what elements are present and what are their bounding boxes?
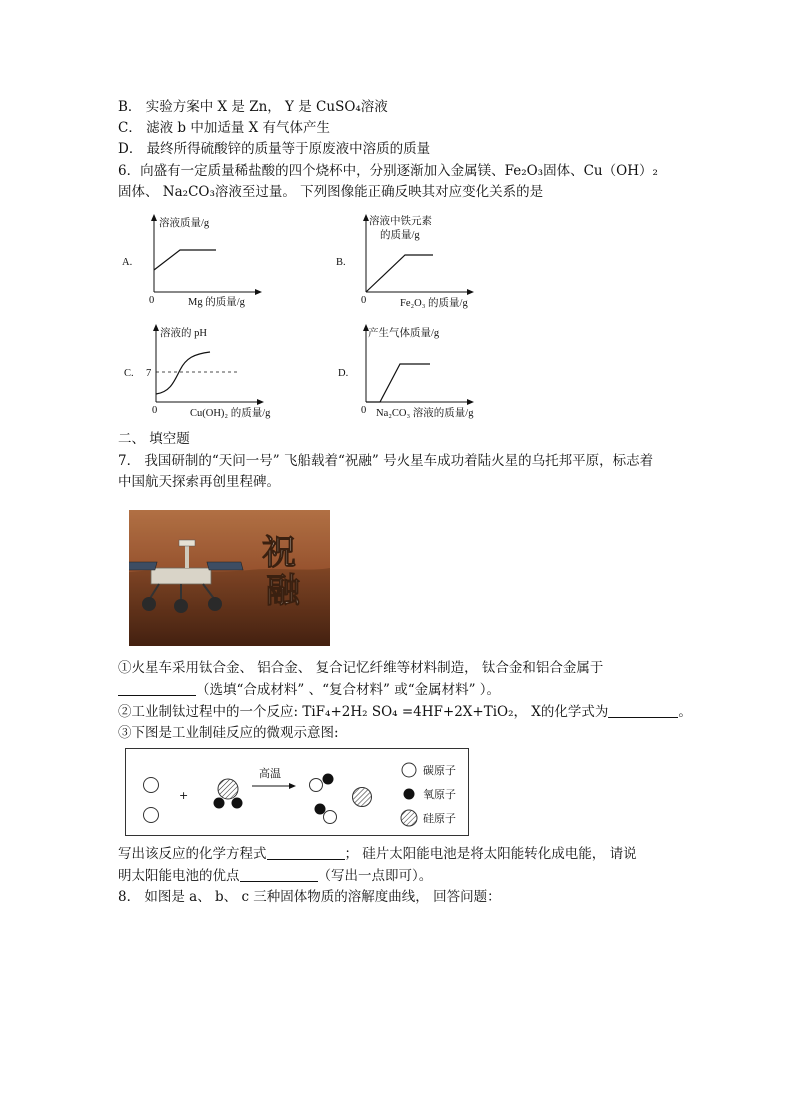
legend-oxygen-icon <box>404 789 415 800</box>
chart-c-x-arrow <box>257 399 264 405</box>
chart-c-tick-7: 7 <box>146 368 152 379</box>
question-7-line1: 7． 我国研制的“天问一号” 飞船载着“祝融” 号火星车成功着陆火星的乌托邦平原，标志着 <box>118 453 654 469</box>
product-silicon-atom <box>353 788 372 807</box>
chart-d-ylabel: 产生气体质量/g <box>368 328 440 339</box>
product-oxygen-atom <box>315 804 326 815</box>
chart-d-xlabel: Na₂CO₃ 溶液的质量/g <box>376 408 474 419</box>
chart-b-svg <box>330 212 480 310</box>
chart-c-y-arrow <box>153 324 159 331</box>
answer-blank-3[interactable] <box>267 847 345 860</box>
after-line2-text-a: 明太阳能电池的优点 <box>118 868 240 884</box>
chart-b-line <box>366 255 433 292</box>
after-diagram-line1 <box>118 845 637 863</box>
sio2-oxygen-atom <box>214 798 225 809</box>
chart-a-line <box>154 250 216 270</box>
photo-text-zhu: 祝 <box>262 533 296 573</box>
mars-rover-photo <box>129 510 330 646</box>
chart-c-ylabel: 溶液的 pH <box>160 328 207 339</box>
chart-a-svg <box>118 212 268 308</box>
item-2 <box>118 703 692 721</box>
answer-blank-2[interactable] <box>608 705 678 718</box>
chart-b-ylabel-1: 溶液中铁元素 <box>369 216 432 227</box>
question-7-line2: 中国航天探索再创里程碑。 <box>118 474 280 490</box>
reactant-carbon-atom <box>144 778 159 793</box>
product-carbon-atom <box>324 811 337 824</box>
chart-b-option-label: B. <box>336 257 346 268</box>
legend-carbon-label: 碳原子 <box>423 764 456 777</box>
answer-blank-4[interactable] <box>240 869 318 882</box>
chart-b-xlabel: Fe₂O₃ 的质量/g <box>400 298 468 309</box>
legend-silicon-icon <box>401 810 417 826</box>
legend-carbon-icon <box>402 763 416 777</box>
chart-d-origin: 0 <box>361 405 367 416</box>
after-line1-text-a: 写出该反应的化学方程式 <box>118 846 267 862</box>
chart-a <box>118 212 268 308</box>
after-line2-text-b: （写出一点即可）。 <box>317 868 433 884</box>
chart-b-origin: 0 <box>361 295 367 306</box>
chart-d-line <box>366 364 430 402</box>
chart-b-x-arrow <box>467 289 474 295</box>
chart-a-origin: 0 <box>149 295 155 306</box>
item-3: ③下图是工业制硅反应的微观示意图: <box>118 725 339 741</box>
chart-c <box>118 322 278 420</box>
after-line1-text-b: ； 硅片太阳能电池是将太阳能转化成电能， 请说 <box>344 846 637 862</box>
legend-oxygen-label: 氧原子 <box>423 788 456 801</box>
section-2-heading: 二、 填空题 <box>118 431 190 447</box>
chart-c-xlabel: Cu(OH)₂ 的质量/g <box>190 408 271 419</box>
chart-a-xlabel: Mg 的质量/g <box>188 297 245 308</box>
reactant-carbon-atom <box>144 808 159 823</box>
option-b: B． 实验方案中 X 是 Zn， Y 是 CuSO₄溶液 <box>118 99 388 115</box>
chart-d-option-label: D. <box>338 368 349 379</box>
sio2-oxygen-atom <box>232 798 243 809</box>
question-8: 8． 如图是 a、 b、 c 三种固体物质的溶解度曲线， 回答问题： <box>118 889 501 905</box>
silicon-reaction-diagram <box>125 748 469 836</box>
reaction-condition: 高温 <box>259 767 281 780</box>
reaction-diagram-svg <box>126 749 470 837</box>
item-1-line1: ①火星车采用钛合金、 铝合金、 复合记忆纤维等材料制造， 钛合金和铝合金属于 <box>118 660 604 676</box>
chart-b-ylabel-2: 的质量/g <box>380 230 420 241</box>
photo-text-rong: 融 <box>266 571 300 611</box>
chart-a-option-label: A. <box>122 257 133 268</box>
question-6-line2: 固体、 Na₂CO₃溶液至过量。 下列图像能正确反映其对应变化关系的是 <box>118 184 544 200</box>
item-1-line2 <box>118 681 500 699</box>
item-2-end: 。 <box>678 704 692 720</box>
chart-b <box>330 212 480 310</box>
chart-c-curve <box>156 352 210 394</box>
chart-c-origin: 0 <box>152 405 158 416</box>
sio2-silicon-atom <box>218 779 238 799</box>
option-c: C． 滤液 b 中加适量 X 有气体产生 <box>118 120 331 136</box>
chart-c-svg <box>118 322 278 420</box>
question-6-line1: 6．向盛有一定质量稀盐酸的四个烧杯中，分别逐渐加入金属镁、Fe₂O₃固体、Cu（OH）₂ <box>118 163 658 179</box>
item-2-text: ②工业制钛过程中的一个反应: TiF₄+2H₂ SO₄ =4HF+2X+TiO₂， X的化学式为 <box>118 704 609 720</box>
chart-a-x-arrow <box>255 289 262 295</box>
product-oxygen-atom <box>323 774 334 785</box>
after-diagram-line2 <box>118 867 432 885</box>
option-d: D． 最终所得硫酸锌的质量等于原废液中溶质的质量 <box>118 141 431 157</box>
chart-d-svg <box>330 322 490 420</box>
chart-a-ylabel: 溶液质量/g <box>159 218 210 229</box>
answer-blank-1[interactable] <box>118 683 196 696</box>
item-1-line2-text: （选填“合成材料” 、“复合材料” 或“金属材料” ）。 <box>196 682 501 698</box>
chart-a-y-arrow <box>151 214 157 221</box>
chart-c-option-label: C. <box>124 368 134 379</box>
reaction-arrow-head <box>289 783 296 789</box>
chart-d <box>330 322 490 420</box>
legend-silicon-label: 硅原子 <box>423 812 456 825</box>
mars-rover-photo-svg <box>129 510 330 646</box>
plus-sign: + <box>179 789 189 802</box>
product-carbon-atom <box>310 779 323 792</box>
chart-d-x-arrow <box>467 399 474 405</box>
